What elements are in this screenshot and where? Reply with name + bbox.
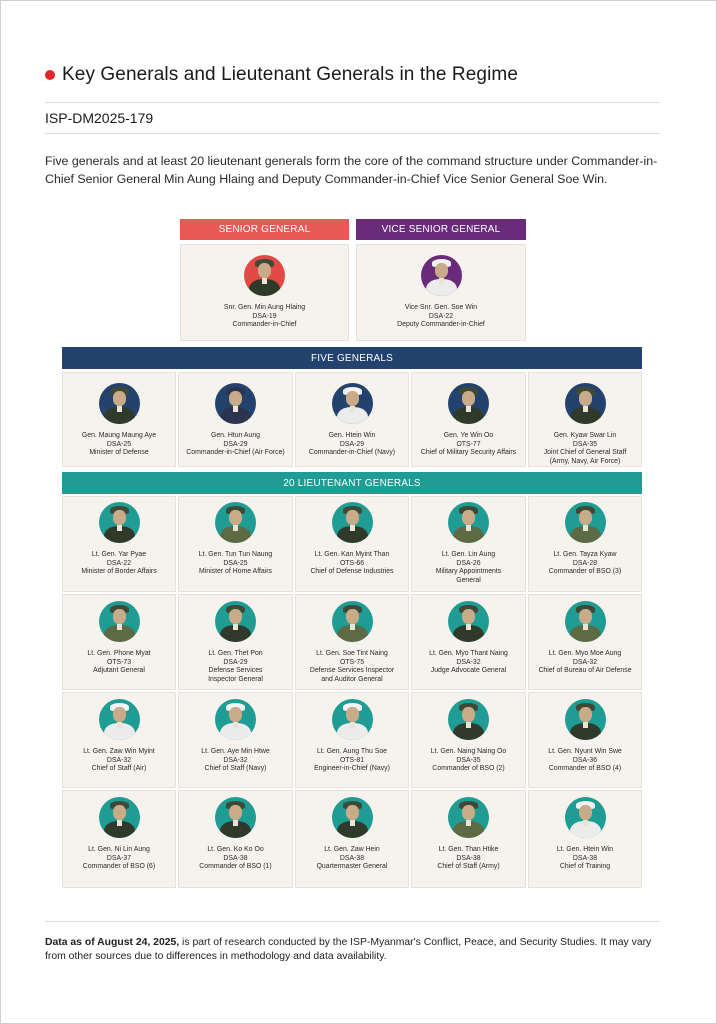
person-role: Commander of BSO (4) xyxy=(548,765,622,773)
person-name: Lt. Gen. Htein Win xyxy=(556,846,614,853)
divider xyxy=(45,133,660,134)
person-name: Gen. Kyaw Swar Lin xyxy=(553,432,617,439)
general-card xyxy=(62,372,176,467)
person-name: Lt. Gen. Naing Naing Oo xyxy=(430,748,507,755)
person-role: Chief of Staff (Air) xyxy=(91,765,147,773)
lieutenant-general-card xyxy=(178,692,293,788)
person-name: Lt. Gen. Zaw Win Myint xyxy=(83,748,155,755)
person-dsa: DSA-38 xyxy=(456,854,481,862)
person-name: Vice Snr. Gen. Soe Win xyxy=(404,304,478,311)
portrait-icon xyxy=(448,699,489,740)
portrait-icon xyxy=(565,699,606,740)
person-role: Joint Chief of General Staff xyxy=(543,449,627,457)
portrait-icon xyxy=(99,601,140,642)
person-dsa: DSA-38 xyxy=(572,854,598,862)
person-role: Chief of Military Security Affairs xyxy=(420,449,517,457)
lieutenant-general-card xyxy=(62,496,176,592)
portrait-icon xyxy=(448,797,489,838)
person-name: Lt. Gen. Myo Moe Aung xyxy=(548,650,622,657)
person-role: Minister of Border Affairs xyxy=(81,568,157,576)
portrait-icon xyxy=(332,797,373,838)
person-dsa: DSA-22 xyxy=(428,312,454,320)
person-dsa: DSA-26 xyxy=(456,559,481,567)
lieutenant-general-card xyxy=(62,594,176,690)
person-role: Commander-in-Chief xyxy=(232,321,297,329)
lieutenant-general-card xyxy=(62,692,176,788)
person-dsa: DSA-28 xyxy=(572,559,598,567)
person-name: Lt. Gen. Lin Aung xyxy=(441,551,496,558)
footer-note xyxy=(45,936,670,964)
person-dsa: DSA-29 xyxy=(339,440,365,448)
person-name: Snr. Gen. Min Aung Hlaing xyxy=(223,304,306,311)
divider xyxy=(45,921,660,922)
person-dsa: OTS-75 xyxy=(339,658,365,666)
person-role: Commander of BSO (3) xyxy=(548,568,622,576)
person-dsa: OTS-77 xyxy=(456,440,481,448)
person-role-line2: (Army, Navy, Air Force) xyxy=(549,457,621,465)
person-role: Chief of Defense Industries xyxy=(310,568,394,576)
portrait-icon xyxy=(565,601,606,642)
person-dsa: DSA-36 xyxy=(572,756,598,764)
lieutenant-general-card xyxy=(411,594,526,690)
person-dsa: DSA-25 xyxy=(223,559,248,567)
lieutenant-general-card xyxy=(411,790,526,888)
person-role: Judge Advocate General xyxy=(430,667,507,675)
person-name: Lt. Gen. Zaw Hein xyxy=(324,846,380,853)
person-dsa: DSA-25 xyxy=(106,440,132,448)
person-name: Lt. Gen. Ni Lin Aung xyxy=(88,846,150,853)
person-role: Minister of Home Affairs xyxy=(198,568,272,576)
person-role: Defense Services xyxy=(208,667,263,675)
portrait-icon xyxy=(99,797,140,838)
portrait-icon xyxy=(215,502,256,543)
lieutenant-general-card xyxy=(528,496,642,592)
page-title: Key Generals and Lieutenant Generals in the Regime xyxy=(62,64,518,85)
person-dsa: DSA-32 xyxy=(572,658,598,666)
person-role: Adjutant General xyxy=(93,667,145,675)
person-name: Gen. Ye Win Oo xyxy=(443,432,494,439)
lieutenant-general-card xyxy=(528,692,642,788)
portrait-icon xyxy=(448,502,489,543)
person-dsa: DSA-32 xyxy=(106,756,132,764)
person-name: Lt. Gen. Tayza Kyaw xyxy=(553,551,617,558)
portrait-icon xyxy=(215,601,256,642)
lieutenant-general-card xyxy=(528,790,642,888)
person-dsa: DSA-35 xyxy=(456,756,481,764)
lieutenant-general-card xyxy=(528,594,642,690)
person-name: Lt. Gen. Aung Thu Soe xyxy=(317,748,387,755)
person-role: Commander-in-Chief (Air Force) xyxy=(186,449,285,457)
portrait-icon xyxy=(332,699,373,740)
vice-senior-general-card xyxy=(356,244,526,341)
person-name: Lt. Gen. Thet Pon xyxy=(208,650,263,657)
lieutenant-general-card xyxy=(178,790,293,888)
person-name: Gen. Htun Aung xyxy=(210,432,261,439)
person-role: Defense Services Inspector xyxy=(309,667,395,675)
person-dsa: DSA-38 xyxy=(223,854,248,862)
person-role: Chief of Staff (Army) xyxy=(437,863,500,871)
divider xyxy=(45,102,660,103)
person-name: Lt. Gen. Soe Tint Naing xyxy=(316,650,388,657)
person-role-line2: and Auditor General xyxy=(321,675,383,683)
person-role: Commander of BSO (1) xyxy=(199,863,272,871)
person-role: Commander of BSO (6) xyxy=(82,863,156,871)
person-dsa: DSA-35 xyxy=(572,440,598,448)
person-role-line2: General xyxy=(456,576,481,584)
person-name: Lt. Gen. Nyunt Win Swe xyxy=(548,748,622,755)
person-name: Lt. Gen. Ko Ko Oo xyxy=(207,846,264,853)
footer-body: is part of research conducted by the ISP-Myanmar's Conflict, Peace, and Security Studies. It may vary from other sources due to differences in methodology and data availability. xyxy=(45,937,652,962)
document-code: ISP-DM2025-179 xyxy=(45,110,154,126)
person-dsa: DSA-29 xyxy=(223,440,248,448)
person-name: Lt. Gen. Than Htike xyxy=(438,846,499,853)
portrait-icon xyxy=(565,383,606,424)
person-dsa: OTS-73 xyxy=(106,658,132,666)
lieutenant-general-card xyxy=(295,594,409,690)
general-card xyxy=(295,372,409,467)
portrait-icon xyxy=(99,383,140,424)
portrait-icon xyxy=(332,601,373,642)
person-name: Lt. Gen. Kan Myint Than xyxy=(314,551,390,558)
person-name: Gen. Maung Maung Aye xyxy=(81,432,157,439)
portrait-icon xyxy=(332,502,373,543)
person-role: Chief of Staff (Navy) xyxy=(204,765,267,773)
lieutenant-general-card xyxy=(411,496,526,592)
portrait-icon xyxy=(448,383,489,424)
lieutenant-general-card xyxy=(62,790,176,888)
person-dsa: DSA-32 xyxy=(456,658,481,666)
portrait-icon xyxy=(421,255,462,296)
lieutenant-general-card xyxy=(178,496,293,592)
person-dsa: OTS-66 xyxy=(339,559,365,567)
footer-date: Data as of August 24, 2025, xyxy=(45,937,180,948)
person-role: Quartermaster General xyxy=(316,863,388,871)
person-role: Military Appointments xyxy=(435,568,502,576)
person-role: Minister of Defense xyxy=(89,449,149,457)
person-name: Lt. Gen. Phone Myat xyxy=(87,650,151,657)
person-name: Lt. Gen. Yar Pyae xyxy=(91,551,147,558)
portrait-icon xyxy=(565,502,606,543)
portrait-icon xyxy=(99,502,140,543)
portrait-icon xyxy=(565,797,606,838)
lieutenant-general-card xyxy=(178,594,293,690)
person-dsa: DSA-37 xyxy=(106,854,132,862)
general-card xyxy=(528,372,642,467)
person-role: Chief of Bureau of Air Defense xyxy=(538,667,632,675)
person-role: Commander of BSO (2) xyxy=(432,765,505,773)
portrait-icon xyxy=(244,255,285,296)
portrait-icon xyxy=(215,383,256,424)
lieutenant-general-card xyxy=(411,692,526,788)
person-dsa: DSA-22 xyxy=(106,559,132,567)
senior-general-header: SENIOR GENERAL xyxy=(180,219,349,240)
lieutenant-general-card xyxy=(295,692,409,788)
person-role: Deputy Commander-in-Chief xyxy=(397,321,485,329)
intro-paragraph: Five generals and at least 20 lieutenant generals form the core of the command structure under Commander-in-Chief Senior General Min Aung Hlaing and Deputy Commander-in-Chief Vice Senior General Soe Win. xyxy=(45,154,658,186)
lieutenant-generals-header: 20 LIEUTENANT GENERALS xyxy=(62,472,642,494)
person-dsa: DSA-38 xyxy=(339,854,365,862)
person-name: Lt. Gen. Tun Tun Naung xyxy=(198,551,273,558)
page-title-row xyxy=(45,64,660,86)
person-role: Commander-in-Chief (Navy) xyxy=(308,449,396,457)
lieutenant-general-card xyxy=(295,496,409,592)
person-role-line2: Inspector General xyxy=(208,675,263,683)
vice-senior-general-header: VICE SENIOR GENERAL xyxy=(356,219,526,240)
bullet-dot-icon xyxy=(45,70,55,80)
general-card xyxy=(411,372,526,467)
person-role: Chief of Training xyxy=(559,863,611,871)
lieutenant-general-card xyxy=(295,790,409,888)
portrait-icon xyxy=(215,797,256,838)
general-card xyxy=(178,372,293,467)
senior-general-card xyxy=(180,244,349,341)
five-generals-header: FIVE GENERALS xyxy=(62,347,642,369)
person-name: Lt. Gen. Myo Thant Naing xyxy=(429,650,508,657)
person-dsa: DSA-29 xyxy=(223,658,248,666)
portrait-icon xyxy=(215,699,256,740)
person-name: Lt. Gen. Aye Min Htwe xyxy=(201,748,270,755)
portrait-icon xyxy=(99,699,140,740)
person-dsa: OTS-81 xyxy=(339,756,365,764)
portrait-icon xyxy=(448,601,489,642)
person-dsa: DSA-32 xyxy=(223,756,248,764)
portrait-icon xyxy=(332,383,373,424)
person-name: Gen. Htein Win xyxy=(328,432,376,439)
person-dsa: DSA-19 xyxy=(252,312,277,320)
person-role: Engineer-in-Chief (Navy) xyxy=(314,765,390,773)
